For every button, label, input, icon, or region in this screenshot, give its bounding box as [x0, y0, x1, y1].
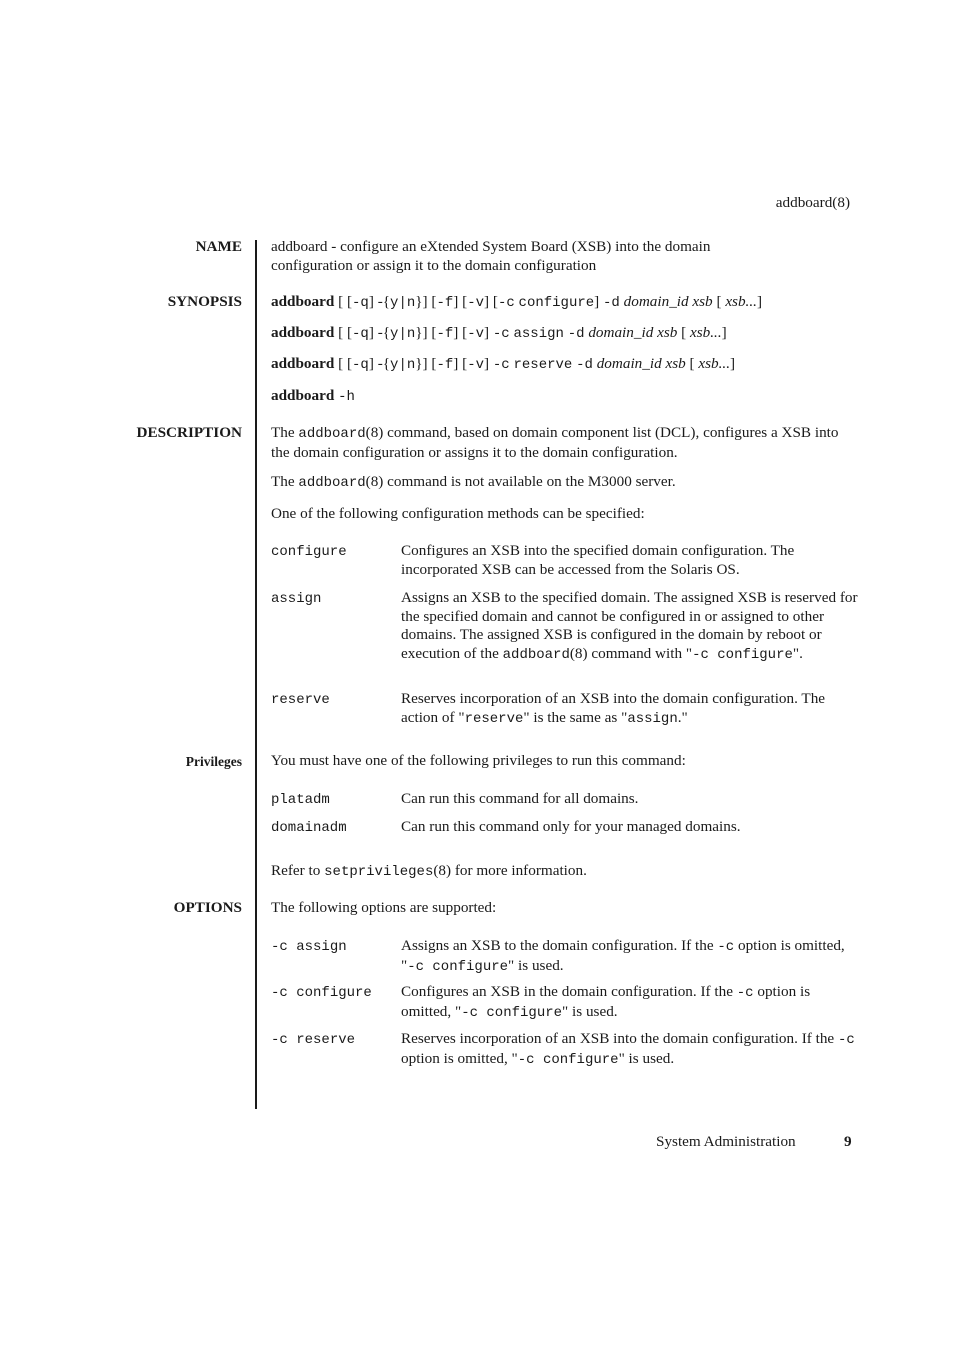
option-def-c-configure: [401, 983, 859, 1022]
synopsis-bracket: ] [: [484, 293, 498, 310]
section-divider-rule: [255, 240, 257, 1109]
synopsis-bracket: [ [: [334, 293, 353, 310]
method-def-configure: Configures an XSB into the specified domain configuration. The incorporated XSB can be accessed from the Solaris OS.: [401, 542, 795, 578]
privilege-def-domainadm: Can run this command only for your managed domains.: [401, 818, 741, 835]
text-run: " is used.: [508, 956, 564, 974]
inline-code: addboard: [298, 426, 366, 442]
text-run: ".: [792, 644, 803, 662]
flag-f: -f: [436, 295, 454, 311]
flag-c: -c: [492, 326, 510, 342]
text-run: " is used.: [618, 1049, 675, 1067]
flag-c: -c: [492, 357, 510, 373]
synopsis-command: addboard: [271, 355, 335, 372]
inline-code: -c: [717, 939, 735, 955]
synopsis-bracket: [ [: [334, 355, 353, 372]
text-run: (8) for more information.: [433, 862, 587, 879]
inline-code: -c configure: [407, 958, 509, 975]
text-run: Assigns an XSB to the domain configuration. If the: [401, 937, 718, 954]
options-intro: The following options are supported:: [271, 899, 497, 916]
text-run: Configures an XSB in the domain configuration. If the: [401, 983, 737, 1000]
inline-code: -c configure: [692, 646, 793, 663]
flag-yn: y|n: [390, 326, 416, 342]
option-def-c-reserve: [401, 1030, 859, 1069]
text-run: The: [271, 424, 299, 441]
synopsis-bracket: ] -{: [368, 324, 391, 341]
section-label-description: DESCRIPTION: [136, 424, 242, 441]
method-term-reserve: reserve: [271, 692, 330, 708]
synopsis-args: domain_id xsb: [588, 324, 678, 341]
synopsis-line-1: [271, 293, 856, 313]
text-run: (8) command, based on domain component list (DCL), configures a XSB into the domain configuration or assigns it to the domain configuration.: [271, 424, 839, 461]
text-run: option is omitted, ": [401, 937, 845, 974]
flag-d: -d: [567, 326, 585, 342]
synopsis-bracket: ]: [730, 355, 736, 372]
privilege-def-platadm: Can run this command for all domains.: [401, 790, 639, 807]
text-run: (8) command with ": [569, 644, 693, 662]
method-def-reserve: [401, 690, 859, 728]
synopsis-bracket: [: [712, 293, 726, 310]
inline-code: assign: [627, 710, 678, 727]
inline-code: -c configure: [461, 1004, 563, 1021]
footer-page-number: 9: [844, 1133, 852, 1150]
synopsis-bracket: ]: [594, 293, 604, 310]
privileges-refer: [271, 862, 856, 882]
text-run: Assigns an XSB to the specified domain. The assigned XSB is reserved for the specified domain and cannot be configured in or assigned to other domains. The assigned XSB is configured in the domain by reboot or execution of the: [401, 589, 858, 662]
option-value: reserve: [296, 1032, 356, 1048]
synopsis-bracket: ] [: [453, 293, 468, 310]
inline-code: setprivileges: [324, 864, 434, 880]
flag-h: -h: [338, 389, 355, 405]
description-paragraph-3: One of the following configuration methods can be specified:: [271, 505, 645, 522]
synopsis-line-2: [271, 324, 856, 344]
synopsis-bracket: [: [685, 355, 699, 372]
flag-c: -c: [271, 1032, 288, 1048]
synopsis-bracket: }] [: [415, 324, 437, 341]
text-run: .": [677, 708, 688, 726]
synopsis-bracket: }] [: [415, 355, 437, 372]
section-label-privileges: Privileges: [185, 754, 242, 769]
option-term-c-configure: [271, 984, 372, 1003]
synopsis-bracket: ] -{: [368, 355, 391, 372]
synopsis-bracket: [ [: [334, 324, 353, 341]
inline-code: -c: [736, 985, 754, 1001]
flag-d: -d: [576, 357, 593, 373]
synopsis-command: addboard: [271, 324, 335, 341]
inline-code: reserve: [464, 710, 524, 727]
option-value: configure: [296, 985, 372, 1001]
synopsis-args: domain_id xsb: [623, 293, 713, 310]
description-paragraph-1: [271, 424, 856, 462]
flag-c: -c: [497, 295, 515, 311]
flag-f: -f: [436, 326, 454, 342]
text-run: Reserves incorporation of an XSB into the domain configuration. The action of ": [401, 690, 826, 726]
synopsis-bracket: ] [: [453, 324, 468, 341]
synopsis-command: addboard: [271, 293, 335, 310]
synopsis-bracket: ]: [484, 324, 493, 341]
synopsis-bracket: ]: [721, 324, 727, 341]
privilege-term-domainadm: domainadm: [271, 820, 347, 836]
flag-v: -v: [467, 295, 485, 311]
section-label-name: NAME: [195, 238, 242, 255]
description-paragraph-2: [271, 473, 856, 493]
synopsis-bracket: ]: [756, 293, 763, 310]
synopsis-bracket: }] [: [415, 293, 437, 310]
synopsis-xsb: xsb...: [725, 293, 757, 310]
flag-f: -f: [436, 357, 454, 373]
inline-code: addboard: [502, 646, 570, 663]
synopsis-xsb: xsb...: [698, 355, 731, 372]
option-value: assign: [296, 939, 347, 955]
inline-code: -c configure: [517, 1051, 619, 1068]
flag-q: -q: [352, 357, 369, 373]
text-run: option is omitted, ": [401, 1049, 518, 1067]
text-run: Refer to: [271, 862, 325, 879]
flag-q: -q: [352, 326, 369, 342]
flag-q: -q: [352, 295, 369, 311]
synopsis-bracket: ] -{: [368, 293, 391, 310]
name-description: addboard - configure an eXtended System Board (XSB) into the domain configuration or assign it to the domain configuration: [271, 238, 711, 274]
text-run: " is the same as ": [523, 708, 628, 726]
flag-v: -v: [467, 357, 485, 373]
flag-c: -c: [271, 985, 288, 1001]
method-def-assign: [401, 589, 859, 664]
synopsis-bracket: ]: [484, 355, 493, 372]
flag-yn: y|n: [390, 295, 416, 311]
footer-section-title: System Administration: [656, 1133, 796, 1150]
privilege-term-platadm: platadm: [271, 792, 330, 808]
text-run: The: [271, 473, 299, 490]
text-run: Reserves incorporation of an XSB into the domain configuration. If the: [401, 1030, 838, 1047]
synopsis-line-4: [271, 387, 856, 407]
synopsis-command: addboard: [271, 387, 335, 404]
flag-c: -c: [271, 939, 288, 955]
section-label-synopsis: SYNOPSIS: [167, 293, 242, 310]
flag-d: -d: [603, 295, 620, 311]
privileges-intro: You must have one of the following privileges to run this command:: [271, 752, 686, 769]
option-term-c-reserve: [271, 1031, 355, 1050]
synopsis-bracket: ] [: [453, 355, 468, 372]
flag-v: -v: [467, 326, 485, 342]
flag-c-value: assign: [513, 326, 564, 342]
synopsis-xsb: xsb...: [689, 324, 722, 341]
inline-code: addboard: [298, 475, 366, 491]
synopsis-bracket: [: [677, 324, 690, 341]
section-label-options: OPTIONS: [173, 899, 242, 916]
option-term-c-assign: [271, 938, 347, 957]
text-run: option is omitted, ": [401, 983, 811, 1020]
text-run: (8) command is not available on the M3000 server.: [365, 473, 676, 490]
synopsis-args: domain_id xsb: [596, 355, 686, 372]
page-header-title: addboard(8): [775, 194, 850, 211]
text-run: " is used.: [562, 1002, 618, 1020]
flag-yn: y|n: [390, 357, 416, 373]
method-term-configure: configure: [271, 544, 347, 560]
flag-c-value: configure: [518, 295, 595, 311]
synopsis-line-3: [271, 355, 856, 375]
flag-c-value: reserve: [513, 357, 573, 373]
option-def-c-assign: [401, 937, 859, 976]
method-term-assign: assign: [271, 591, 322, 607]
inline-code: -c: [837, 1032, 855, 1048]
